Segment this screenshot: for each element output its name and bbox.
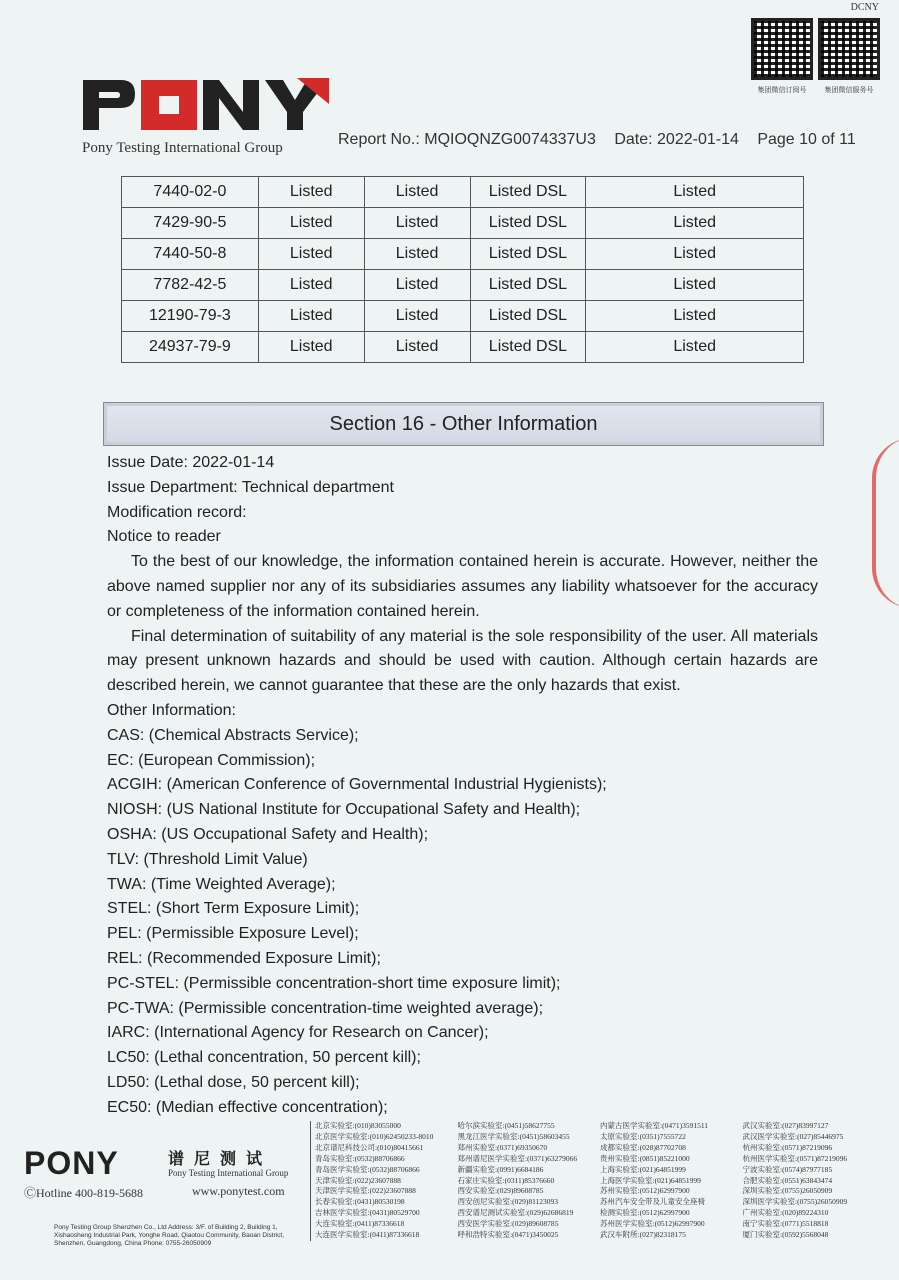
lab-contact: 新疆实验室:(0991)6684186 <box>457 1164 544 1174</box>
lab-contact: 天津医学实验室:(022)23607888 <box>315 1186 416 1196</box>
lab-contact: 北京医学实验室:(010)62450233-8010 <box>315 1131 434 1141</box>
lab-contact: 杭州医学实验室:(0571)87219096 <box>742 1153 848 1163</box>
abbreviation-item: PC-STEL: (Permissible concentration-short time exposure limit); <box>107 974 561 992</box>
listing-status-cell: Listed <box>586 332 804 363</box>
abbreviation-item: STEL: (Short Term Exposure Limit); <box>107 900 360 918</box>
lab-contact: 南宁实验室:(0771)5518818 <box>742 1219 829 1229</box>
listing-status-cell: Listed DSL <box>470 208 586 239</box>
pony-logo <box>83 78 329 132</box>
lab-contact: 武汉医学实验室:(027)85446975 <box>742 1131 844 1141</box>
lab-contact: 石家庄实验室:(0311)85376660 <box>457 1175 555 1185</box>
modification-record: Modification record: <box>107 503 247 521</box>
lab-contact: 西安医学实验室:(029)89608785 <box>457 1219 559 1229</box>
listing-status-cell: Listed <box>586 239 804 270</box>
lab-contact: 太原实验室:(0351)7555722 <box>600 1131 686 1141</box>
lab-contact: 深圳医学实验室:(0755)26050909 <box>742 1197 848 1207</box>
lab-contact: 郑州谱尼医学实验室:(0371)63279066 <box>457 1153 578 1163</box>
listing-status-cell: Listed <box>586 270 804 301</box>
lab-contact: 大连医学实验室:(0411)87336618 <box>315 1230 420 1240</box>
section-title: Section 16 - Other Information <box>103 402 824 446</box>
footer-hotline: ⒸHotline 400-819-5688 <box>24 1186 143 1200</box>
lab-contact: 内蒙古医学实验室:(0471)3591511 <box>600 1121 709 1130</box>
abbreviation-item: PEL: (Permissible Exposure Level); <box>107 925 359 943</box>
qr-code-service <box>818 18 880 80</box>
table-row <box>122 177 804 208</box>
corner-code: DCNY <box>850 2 879 13</box>
abbreviation-item: EC50: (Median effective concentration); <box>107 1098 388 1116</box>
group-name: Pony Testing International Group <box>82 140 283 156</box>
abbreviation-item: EC: (European Commission); <box>107 751 316 769</box>
table-row <box>122 239 804 270</box>
lab-contact: 合肥实验室:(0551)63843474 <box>742 1175 833 1185</box>
lab-contact: 广州实验室:(020)89224310 <box>742 1208 829 1218</box>
abbreviation-item: ACGIH: (American Conference of Governmental Industrial Hygienists); <box>107 776 607 794</box>
abbreviation-item: LC50: (Lethal concentration, 50 percent kill); <box>107 1049 421 1067</box>
listing-status-cell: Listed DSL <box>470 301 586 332</box>
lab-contact: 吉林医学实验室:(0431)80529700 <box>315 1208 420 1218</box>
lab-contact: 武汉车附所:(027)82318175 <box>600 1230 686 1240</box>
abbreviation-item: CAS: (Chemical Abstracts Service); <box>107 726 359 744</box>
report-date: Date: 2022-01-14 <box>614 131 739 148</box>
issue-date: Issue Date: 2022-01-14 <box>107 454 275 471</box>
footer-logo: PONY <box>24 1145 119 1181</box>
abbreviation-item: TWA: (Time Weighted Average); <box>107 875 336 893</box>
lab-contact: 西安创尼实验室:(029)81123093 <box>457 1197 559 1207</box>
lab-contact: 西安谱尼测试实验室:(029)62686819 <box>457 1208 574 1218</box>
listing-status-cell: Listed DSL <box>470 270 586 301</box>
lab-contact: 黑龙江医学实验室:(0451)58603455 <box>457 1131 570 1141</box>
lab-contact: 长春实验室:(0431)80530198 <box>315 1197 405 1207</box>
listing-status-cell: Listed <box>258 270 364 301</box>
abbreviation-item: PC-TWA: (Permissible concentration-time weighted average); <box>107 999 544 1017</box>
disclaimer-paragraph-2: Final determination of suitability of any material is the sole responsibility of the user. All materials may present unknown hazards and should be used with caution. Although certain hazards are described herein, we cannot guarantee that these are the only hazards that exist. <box>107 627 818 695</box>
lab-contact: 贵州实验室:(0851)85221000 <box>600 1153 690 1163</box>
listing-status-cell: Listed <box>364 177 470 208</box>
abbreviation-item: NIOSH: (US National Institute for Occupational Safety and Health); <box>107 801 581 819</box>
cas-number-cell: 7429-90-5 <box>122 208 259 239</box>
footer-address: Pony Testing Group Shenzhen Co., Ltd Address: 3/F. of Building 2, Building 1, Xishaosheng Industrial Park, Yonghe Road, Qiaotou Community, Baoan District, Shenzhen, Guangdong, China Phone: 0755-26050909 <box>54 1224 285 1247</box>
lab-contact: 宁波实验室:(0574)87977185 <box>742 1164 833 1174</box>
abbreviation-item: IARC: (International Agency for Research on Cancer); <box>107 1024 489 1042</box>
lab-contact: 厦门实验室:(0592)5568048 <box>742 1230 829 1240</box>
table-row <box>122 301 804 332</box>
listing-status-cell: Listed <box>586 301 804 332</box>
listing-status-cell: Listed DSL <box>470 177 586 208</box>
listing-status-cell: Listed DSL <box>470 332 586 363</box>
cas-number-cell: 7440-02-0 <box>122 177 259 208</box>
notice-heading: Notice to reader <box>107 528 221 546</box>
lab-contact: 北京实验室:(010)83055000 <box>315 1121 401 1130</box>
section-content <box>107 451 818 1121</box>
cas-number-cell: 12190-79-3 <box>122 301 259 332</box>
qr-code-subscription <box>751 18 813 80</box>
lab-contact: 天津实验室:(022)23607888 <box>315 1175 401 1185</box>
listing-status-cell: Listed <box>364 239 470 270</box>
lab-contact: 上海医学实验室:(021)64851999 <box>600 1175 701 1185</box>
lab-contact: 青岛医学实验室:(0532)88706866 <box>315 1164 420 1174</box>
lab-contact: 武汉实验室:(027)83997127 <box>742 1121 829 1130</box>
listing-status-cell: Listed <box>364 208 470 239</box>
laboratory-directory <box>310 1121 885 1241</box>
lab-contact: 苏州医学实验室:(0512)62997900 <box>600 1219 705 1229</box>
listing-status-cell: Listed <box>258 177 364 208</box>
table-row <box>122 208 804 239</box>
cas-number-cell: 7440-50-8 <box>122 239 259 270</box>
lab-contact: 郑州实验室:(0371)69350670 <box>457 1142 548 1152</box>
abbreviation-item: LD50: (Lethal dose, 50 percent kill); <box>107 1073 360 1091</box>
report-info-line <box>338 131 870 149</box>
issue-department: Issue Department: Technical department <box>107 478 394 496</box>
table-row <box>122 270 804 301</box>
qr-caption-2: 集团微信服务号 <box>824 87 874 94</box>
abbreviation-item: TLV: (Threshold Limit Value) <box>107 850 308 868</box>
lab-contact: 检测实验室:(0512)62997900 <box>600 1208 690 1218</box>
listing-status-cell: Listed <box>258 208 364 239</box>
lab-contact: 呼和浩特实验室:(0471)3450025 <box>457 1230 559 1240</box>
listing-status-cell: Listed <box>586 177 804 208</box>
lab-contact: 成都实验室:(028)87702708 <box>600 1142 686 1152</box>
lab-contact: 杭州实验室:(0571)87219096 <box>742 1142 833 1152</box>
disclaimer-paragraph-1: To the best of our knowledge, the information contained herein is accurate. However, neither the above named supplier nor any of its subsidiaries assumes any liability whatsoever for the accuracy or completeness of the information contained herein. <box>107 553 818 620</box>
report-number: Report No.: MQIOQNZG0074337U3 <box>338 131 596 148</box>
listing-status-cell: Listed <box>586 208 804 239</box>
footer-cn-name: 谱尼测试 <box>168 1151 273 1168</box>
footer-website[interactable]: www.ponytest.com <box>192 1184 285 1198</box>
lab-contact: 西安实验室:(029)89608785 <box>457 1186 544 1196</box>
listing-status-cell: Listed <box>258 332 364 363</box>
cas-number-cell: 7782-42-5 <box>122 270 259 301</box>
page-number: Page 10 of 11 <box>757 131 856 148</box>
abbreviation-item: OSHA: (US Occupational Safety and Health); <box>107 825 429 843</box>
listing-status-cell: Listed DSL <box>470 239 586 270</box>
listing-status-cell: Listed <box>258 239 364 270</box>
lab-contact: 北京谱尼科技公司:(010)80415661 <box>315 1142 424 1152</box>
lab-contact: 哈尔滨实验室:(0451)58627755 <box>457 1121 555 1130</box>
qr-caption-1: 集团微信订阅号 <box>757 87 807 94</box>
listing-status-cell: Listed <box>364 332 470 363</box>
lab-contact: 大连实验室:(0411)87336618 <box>315 1219 405 1229</box>
listing-status-cell: Listed <box>258 301 364 332</box>
lab-contact: 苏州实验室:(0512)62997900 <box>600 1186 690 1196</box>
listing-status-cell: Listed <box>364 301 470 332</box>
lab-contact: 深圳实验室:(0755)26050909 <box>742 1186 833 1196</box>
lab-contact: 上海实验室:(021)64851999 <box>600 1164 686 1174</box>
regulatory-table <box>121 176 804 363</box>
company-seal-stamp <box>872 438 899 608</box>
abbreviation-list <box>107 724 818 1121</box>
listing-status-cell: Listed <box>364 270 470 301</box>
lab-contact: 青岛实验室:(0532)88706866 <box>315 1153 405 1163</box>
table-row <box>122 332 804 363</box>
lab-contact: 苏州汽车安全带及儿童安全座椅 <box>600 1197 705 1207</box>
cas-number-cell: 24937-79-9 <box>122 332 259 363</box>
other-information-heading: Other Information: <box>107 701 236 719</box>
footer-en-name: Pony Testing International Group <box>168 1168 289 1178</box>
abbreviation-item: REL: (Recommended Exposure Limit); <box>107 949 381 967</box>
